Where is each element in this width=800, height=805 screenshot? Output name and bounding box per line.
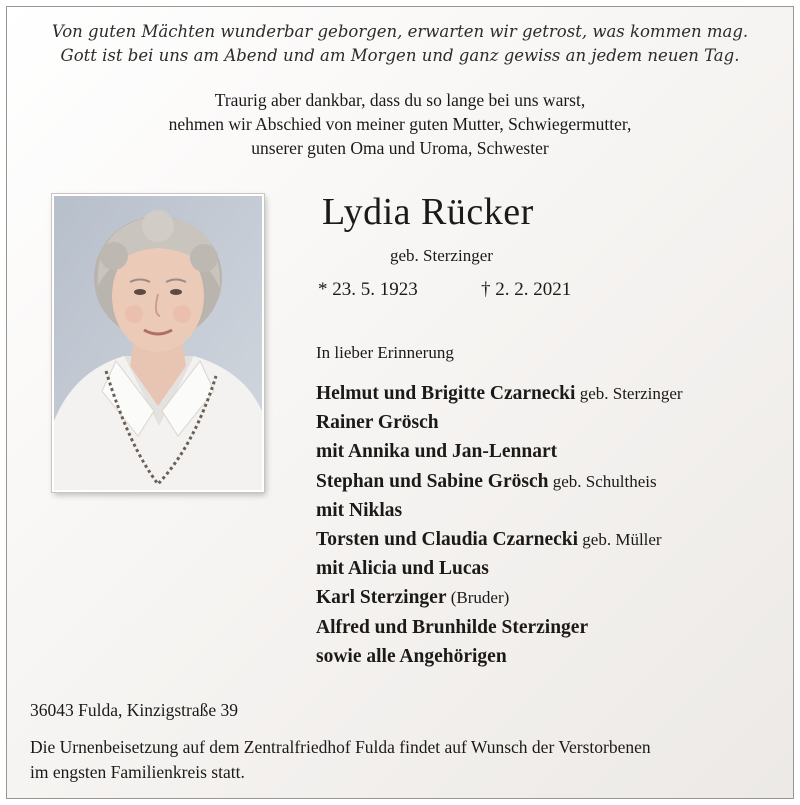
birth-date: * 23. 5. 1923 — [318, 279, 418, 300]
mourner-entry: mit Alicia und Lucas — [316, 558, 489, 580]
bible-quote — [0, 20, 800, 68]
portrait-illustration — [54, 196, 262, 490]
mourner-entry: Rainer Grösch — [316, 412, 439, 434]
memory-label: In lieber Erinnerung — [316, 343, 454, 362]
deceased-name: Lydia Rücker — [322, 191, 534, 233]
mourning-address: 36043 Fulda, Kinzigstraße 39 — [30, 700, 239, 720]
birth-name: geb. Sterzinger — [390, 246, 493, 265]
intro-line-1: Traurig aber dankbar, dass du so lange bei uns warst, — [214, 90, 586, 110]
mourner-entry: Karl Sterzinger (Bruder) — [316, 587, 510, 609]
mourners-list — [316, 379, 683, 671]
mourner-entry: Torsten und Claudia Czarnecki geb. Müller — [316, 528, 662, 550]
intro-line-3: unserer guten Oma und Uroma, Schwester — [251, 138, 549, 158]
mourner-entry: Helmut und Brigitte Czarnecki geb. Sterzinger — [316, 383, 683, 404]
burial-line-2: im engsten Familienkreis statt. — [30, 762, 245, 782]
intro-text — [0, 88, 800, 160]
intro-line-2: nehmen wir Abschied von meiner guten Mutter, Schwiegermutter, — [168, 114, 632, 134]
portrait-photo — [52, 194, 264, 492]
quote-line-2: Gott ist bei uns am Abend und am Morgen und ganz gewiss an jedem neuen Tag. — [60, 46, 740, 65]
mourner-entry: mit Niklas — [316, 499, 403, 521]
mourner-entry: Alfred und Brunhilde Sterzinger — [316, 616, 589, 638]
death-date: † 2. 2. 2021 — [481, 279, 572, 300]
mourner-entry: Stephan und Sabine Grösch geb. Schultheis — [316, 470, 657, 492]
quote-line-1: Von guten Mächten wunderbar geborgen, erwarten wir getrost, was kommen mag. — [51, 22, 749, 41]
burial-notice — [30, 735, 790, 785]
mourner-entry: sowie alle Angehörigen — [316, 645, 507, 667]
mourner-entry: mit Annika und Jan-Lennart — [316, 441, 558, 463]
burial-line-1: Die Urnenbeisetzung auf dem Zentralfriedhof Fulda findet auf Wunsch der Verstorbenen — [30, 737, 651, 757]
